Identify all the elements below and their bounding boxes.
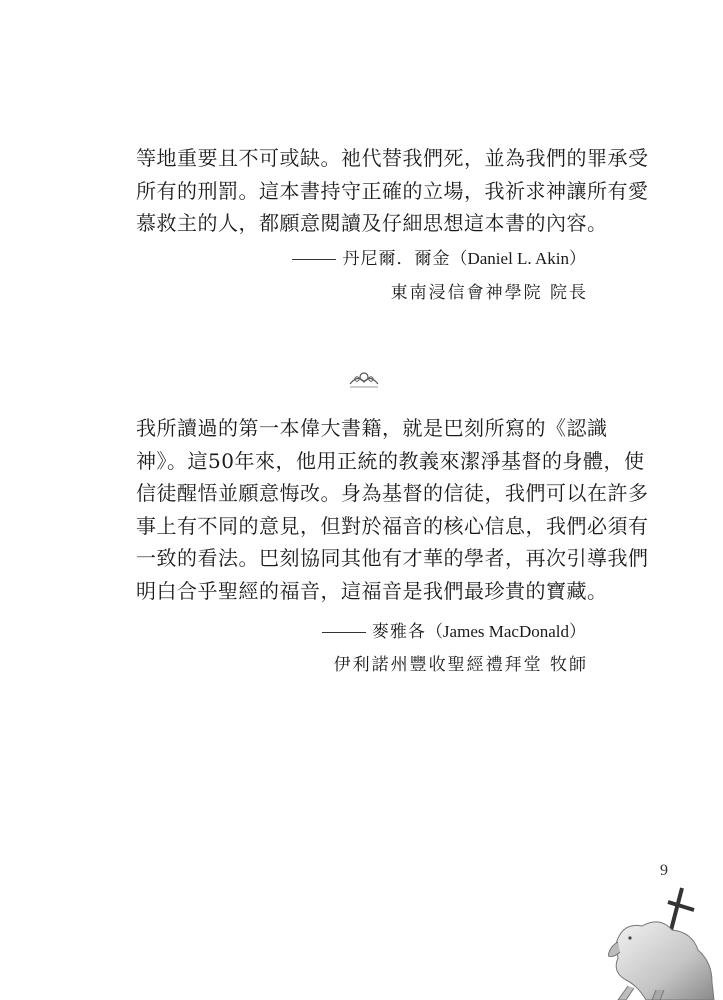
endorsement-2-affiliation: 伊利諾州豐收聖經禮拜堂 牧師 bbox=[333, 655, 588, 675]
author-latin-name: （James MacDonald） bbox=[425, 622, 586, 641]
text-line: 我所讀過的第一本偉大書籍，就是巴刻所寫的《認識 bbox=[136, 416, 608, 440]
endorsement-1-author bbox=[292, 244, 586, 269]
endorsement-2-author bbox=[322, 617, 586, 642]
endorsement-1-text bbox=[136, 142, 649, 240]
floral-divider-icon bbox=[348, 368, 380, 390]
text-line: 等地重要且不可或缺。祂代替我們死，並為我們的罪承受 bbox=[136, 146, 649, 170]
text-line: 明白合乎聖經的福音，這福音是我們最珍貴的寶藏。 bbox=[136, 578, 608, 603]
author-name: 丹尼爾．爾金 bbox=[342, 249, 451, 269]
text-line: 慕救主的人，都願意閱讀及仔細思想這本書的內容。 bbox=[136, 211, 608, 235]
em-dash bbox=[292, 259, 336, 260]
em-dash bbox=[322, 632, 366, 633]
page-number: 9 bbox=[660, 862, 668, 879]
text-line: 事上有不同的意見，但對於福音的核心信息，我們必須有 bbox=[136, 513, 649, 538]
author-latin-name: （Daniel L. Akin） bbox=[450, 249, 586, 268]
endorsement-2-text bbox=[136, 412, 649, 607]
lamb-with-cross-icon bbox=[608, 886, 723, 1000]
endorsement-1-affiliation: 東南浸信會神學院 院長 bbox=[390, 283, 588, 303]
text-line: 所有的刑罰。這本書持守正確的立場，我祈求神讓所有愛 bbox=[136, 178, 649, 203]
text-line: 神》。這50年來，他用正統的教義來潔淨基督的身體，使 bbox=[136, 448, 645, 473]
author-name: 麥雅各 bbox=[371, 622, 426, 642]
text-line: 信徒醒悟並願意悔改。身為基督的信徒，我們可以在許多 bbox=[136, 481, 649, 505]
text-line: 一致的看法。巴刻協同其他有才華的學者，再次引導我們 bbox=[136, 546, 649, 570]
